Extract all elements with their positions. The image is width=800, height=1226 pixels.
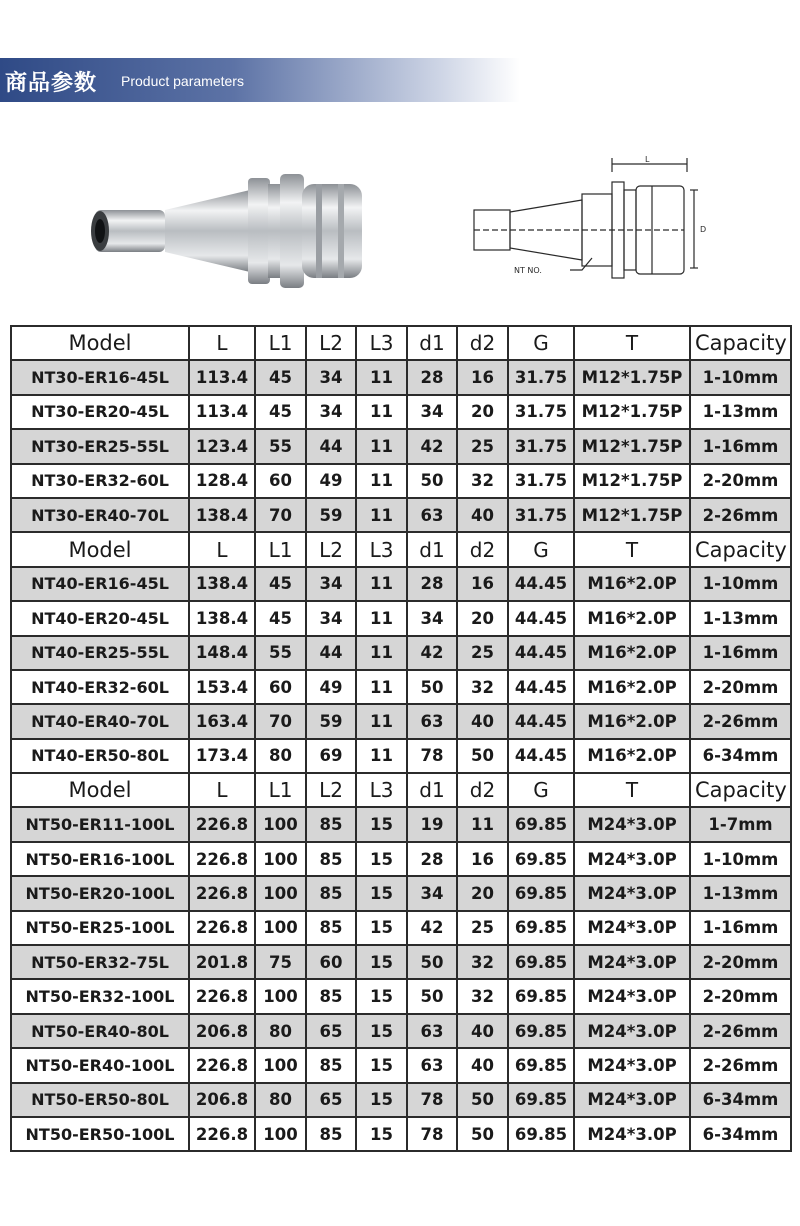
table-row (11, 979, 791, 1013)
column-header: G (508, 773, 574, 807)
model-cell: NT50-ER40-80L (11, 1014, 189, 1048)
product-photo (80, 168, 380, 293)
table-cell: 32 (457, 464, 508, 498)
table-cell: 31.75 (508, 395, 574, 429)
table-header-row (11, 326, 791, 360)
table-cell: 49 (306, 464, 356, 498)
table-cell: 6-34mm (690, 739, 791, 773)
table-cell: M24*3.0P (574, 807, 690, 841)
table-cell: 49 (306, 670, 356, 704)
table-row (11, 945, 791, 979)
table-cell: 60 (255, 464, 306, 498)
table-cell: 15 (356, 911, 407, 945)
table-cell: 60 (255, 670, 306, 704)
table-cell: 42 (407, 429, 457, 463)
table-cell: 40 (457, 1014, 508, 1048)
table-cell: 25 (457, 911, 508, 945)
table-cell: M16*2.0P (574, 636, 690, 670)
table-cell: 1-13mm (690, 395, 791, 429)
table-row (11, 1048, 791, 1082)
table-cell: 80 (255, 739, 306, 773)
table-header-row (11, 532, 791, 566)
model-cell: NT40-ER16-45L (11, 567, 189, 601)
table-cell: 100 (255, 807, 306, 841)
table-cell: 85 (306, 807, 356, 841)
table-cell: 1-13mm (690, 601, 791, 635)
table-cell: 31.75 (508, 429, 574, 463)
table-cell: 20 (457, 601, 508, 635)
table-cell: M12*1.75P (574, 498, 690, 532)
table-cell: 45 (255, 360, 306, 394)
table-cell: M16*2.0P (574, 704, 690, 738)
table-cell: 1-16mm (690, 429, 791, 463)
column-header: d2 (457, 532, 508, 566)
table-cell: 34 (306, 567, 356, 601)
table-cell: 32 (457, 979, 508, 1013)
table-cell: 55 (255, 429, 306, 463)
table-row (11, 636, 791, 670)
column-header: d2 (457, 326, 508, 360)
table-cell: 1-10mm (690, 842, 791, 876)
model-cell: NT50-ER40-100L (11, 1048, 189, 1082)
table-cell: 69.85 (508, 876, 574, 910)
table-cell: 11 (356, 636, 407, 670)
table-cell: M24*3.0P (574, 1014, 690, 1048)
table-cell: 78 (407, 1117, 457, 1151)
table-cell: 42 (407, 636, 457, 670)
table-cell: 40 (457, 498, 508, 532)
column-header: T (574, 326, 690, 360)
model-cell: NT40-ER20-45L (11, 601, 189, 635)
table-cell: 34 (407, 876, 457, 910)
table-cell: 11 (356, 601, 407, 635)
table-cell: 78 (407, 1083, 457, 1117)
table-cell: 100 (255, 1048, 306, 1082)
model-cell: NT30-ER32-60L (11, 464, 189, 498)
table-cell: 226.8 (189, 911, 255, 945)
table-cell: 42 (407, 911, 457, 945)
table-cell: 226.8 (189, 979, 255, 1013)
table-cell: 85 (306, 979, 356, 1013)
table-cell: 65 (306, 1083, 356, 1117)
table-cell: 31.75 (508, 360, 574, 394)
table-cell: 15 (356, 1048, 407, 1082)
table-cell: 113.4 (189, 395, 255, 429)
table-cell: M12*1.75P (574, 429, 690, 463)
table-row (11, 429, 791, 463)
table-cell: 34 (407, 395, 457, 429)
column-header: G (508, 326, 574, 360)
table-cell: 80 (255, 1083, 306, 1117)
table-cell: 2-26mm (690, 704, 791, 738)
table-row (11, 1083, 791, 1117)
column-header: d1 (407, 773, 457, 807)
table-cell: 1-16mm (690, 636, 791, 670)
table-cell: 128.4 (189, 464, 255, 498)
table-cell: 85 (306, 911, 356, 945)
table-cell: 44 (306, 429, 356, 463)
table-cell: 2-26mm (690, 1048, 791, 1082)
table-cell: 63 (407, 1014, 457, 1048)
table-row (11, 1014, 791, 1048)
model-cell: NT50-ER20-100L (11, 876, 189, 910)
table-cell: 138.4 (189, 498, 255, 532)
column-header: T (574, 773, 690, 807)
table-cell: 63 (407, 498, 457, 532)
table-cell: 113.4 (189, 360, 255, 394)
table-cell: M24*3.0P (574, 979, 690, 1013)
model-cell: NT50-ER32-75L (11, 945, 189, 979)
table-cell: 65 (306, 1014, 356, 1048)
table-cell: 206.8 (189, 1014, 255, 1048)
table-cell: 50 (457, 1117, 508, 1151)
table-cell: 40 (457, 704, 508, 738)
table-cell: 78 (407, 739, 457, 773)
table-cell: M24*3.0P (574, 911, 690, 945)
table-cell: 11 (457, 807, 508, 841)
table-cell: 50 (457, 739, 508, 773)
table-cell: 25 (457, 429, 508, 463)
table-cell: 69.85 (508, 1014, 574, 1048)
table-cell: 70 (255, 498, 306, 532)
table-cell: 31.75 (508, 464, 574, 498)
table-cell: 16 (457, 360, 508, 394)
table-cell: 85 (306, 842, 356, 876)
table-row (11, 601, 791, 635)
column-header: d1 (407, 532, 457, 566)
table-cell: 63 (407, 1048, 457, 1082)
table-cell: M12*1.75P (574, 360, 690, 394)
table-cell: 63 (407, 704, 457, 738)
table-cell: M12*1.75P (574, 395, 690, 429)
table-cell: 11 (356, 395, 407, 429)
table-cell: 153.4 (189, 670, 255, 704)
table-cell: 34 (306, 395, 356, 429)
table-cell: 69.85 (508, 1117, 574, 1151)
table-cell: 11 (356, 429, 407, 463)
table-cell: 15 (356, 807, 407, 841)
table-row (11, 911, 791, 945)
dimension-d-label: D (700, 225, 707, 234)
table-cell: 69.85 (508, 979, 574, 1013)
table-cell: 44.45 (508, 567, 574, 601)
table-cell: 45 (255, 601, 306, 635)
table-cell: M16*2.0P (574, 739, 690, 773)
table-row (11, 807, 791, 841)
table-cell: 148.4 (189, 636, 255, 670)
table-cell: M16*2.0P (574, 567, 690, 601)
column-header: L2 (306, 773, 356, 807)
model-cell: NT50-ER32-100L (11, 979, 189, 1013)
table-cell: 11 (356, 670, 407, 704)
section-title: 商品参数 (5, 71, 98, 96)
model-cell: NT50-ER25-100L (11, 911, 189, 945)
model-cell: NT40-ER32-60L (11, 670, 189, 704)
table-cell: M24*3.0P (574, 1117, 690, 1151)
table-row (11, 842, 791, 876)
table-cell: 85 (306, 1048, 356, 1082)
table-row (11, 464, 791, 498)
table-cell: 28 (407, 360, 457, 394)
table-cell: 60 (306, 945, 356, 979)
table-cell: 20 (457, 876, 508, 910)
table-cell: 138.4 (189, 567, 255, 601)
model-cell: NT50-ER16-100L (11, 842, 189, 876)
column-header: Model (11, 532, 189, 566)
table-cell: 69.85 (508, 842, 574, 876)
column-header: Model (11, 773, 189, 807)
table-cell: 100 (255, 842, 306, 876)
section-subtitle: Product parameters (121, 73, 244, 89)
table-cell: 45 (255, 567, 306, 601)
table-cell: 50 (407, 464, 457, 498)
table-cell: 11 (356, 704, 407, 738)
table-cell: 206.8 (189, 1083, 255, 1117)
table-cell: 69.85 (508, 807, 574, 841)
table-cell: 100 (255, 911, 306, 945)
column-header: G (508, 532, 574, 566)
table-cell: 15 (356, 1014, 407, 1048)
column-header: L3 (356, 326, 407, 360)
table-row (11, 1117, 791, 1151)
table-cell: 85 (306, 1117, 356, 1151)
model-cell: NT40-ER50-80L (11, 739, 189, 773)
column-header: L3 (356, 532, 407, 566)
model-cell: NT50-ER11-100L (11, 807, 189, 841)
column-header: L1 (255, 773, 306, 807)
table-cell: 123.4 (189, 429, 255, 463)
technical-drawing (462, 150, 732, 285)
table-row (11, 395, 791, 429)
column-header: Capacity (690, 532, 791, 566)
table-cell: 69 (306, 739, 356, 773)
table-cell: 44.45 (508, 601, 574, 635)
table-cell: 2-20mm (690, 464, 791, 498)
table-cell: 16 (457, 842, 508, 876)
table-cell: 28 (407, 842, 457, 876)
table-cell: 44.45 (508, 636, 574, 670)
table-cell: 50 (457, 1083, 508, 1117)
model-cell: NT30-ER40-70L (11, 498, 189, 532)
table-cell: 59 (306, 498, 356, 532)
table-cell: 50 (407, 670, 457, 704)
table-cell: 25 (457, 636, 508, 670)
column-header: L3 (356, 773, 407, 807)
table-cell: 163.4 (189, 704, 255, 738)
table-cell: 15 (356, 979, 407, 1013)
model-cell: NT30-ER25-55L (11, 429, 189, 463)
table-cell: 11 (356, 498, 407, 532)
table-cell: 59 (306, 704, 356, 738)
table-cell: 45 (255, 395, 306, 429)
column-header: L1 (255, 326, 306, 360)
table-cell: 69.85 (508, 911, 574, 945)
column-header: d2 (457, 773, 508, 807)
table-cell: M24*3.0P (574, 1048, 690, 1082)
table-cell: 32 (457, 670, 508, 704)
model-cell: NT40-ER40-70L (11, 704, 189, 738)
table-cell: 6-34mm (690, 1117, 791, 1151)
table-cell: 6-34mm (690, 1083, 791, 1117)
table-cell: M24*3.0P (574, 945, 690, 979)
table-cell: M12*1.75P (574, 464, 690, 498)
table-cell: 28 (407, 567, 457, 601)
model-cell: NT50-ER50-100L (11, 1117, 189, 1151)
table-cell: 11 (356, 360, 407, 394)
table-cell: 69.85 (508, 945, 574, 979)
table-cell: 55 (255, 636, 306, 670)
table-cell: M16*2.0P (574, 670, 690, 704)
column-header: d1 (407, 326, 457, 360)
table-cell: M16*2.0P (574, 601, 690, 635)
table-cell: 11 (356, 567, 407, 601)
table-cell: 69.85 (508, 1083, 574, 1117)
table-cell: 226.8 (189, 807, 255, 841)
table-header-row (11, 773, 791, 807)
table-cell: 15 (356, 876, 407, 910)
table-cell: 2-20mm (690, 670, 791, 704)
model-cell: NT50-ER50-80L (11, 1083, 189, 1117)
table-cell: 40 (457, 1048, 508, 1082)
table-cell: 1-10mm (690, 567, 791, 601)
table-cell: 100 (255, 1117, 306, 1151)
column-header: Capacity (690, 773, 791, 807)
table-cell: 34 (407, 601, 457, 635)
table-cell: 1-7mm (690, 807, 791, 841)
table-cell: 1-16mm (690, 911, 791, 945)
table-cell: 32 (457, 945, 508, 979)
table-cell: 15 (356, 945, 407, 979)
table-cell: 44 (306, 636, 356, 670)
table-cell: 11 (356, 739, 407, 773)
table-cell: 15 (356, 1117, 407, 1151)
table-cell: 16 (457, 567, 508, 601)
table-cell: M24*3.0P (574, 876, 690, 910)
table-cell: 2-26mm (690, 1014, 791, 1048)
table-cell: 226.8 (189, 876, 255, 910)
model-cell: NT30-ER16-45L (11, 360, 189, 394)
table-cell: M24*3.0P (574, 842, 690, 876)
column-header: L (189, 773, 255, 807)
table-cell: 75 (255, 945, 306, 979)
column-header: Model (11, 326, 189, 360)
table-row (11, 739, 791, 773)
model-cell: NT40-ER25-55L (11, 636, 189, 670)
table-cell: 1-13mm (690, 876, 791, 910)
table-cell: 15 (356, 1083, 407, 1117)
table-cell: 15 (356, 842, 407, 876)
column-header: L2 (306, 532, 356, 566)
column-header: L (189, 326, 255, 360)
table-cell: 50 (407, 945, 457, 979)
table-cell: M24*3.0P (574, 1083, 690, 1117)
column-header: L1 (255, 532, 306, 566)
table-row (11, 670, 791, 704)
table-cell: 100 (255, 979, 306, 1013)
table-cell: 44.45 (508, 704, 574, 738)
table-cell: 44.45 (508, 739, 574, 773)
column-header: T (574, 532, 690, 566)
table-cell: 34 (306, 360, 356, 394)
table-cell: 1-10mm (690, 360, 791, 394)
table-cell: 44.45 (508, 670, 574, 704)
column-header: L (189, 532, 255, 566)
table-row (11, 360, 791, 394)
section-banner (0, 58, 520, 102)
table-cell: 69.85 (508, 1048, 574, 1082)
table-cell: 85 (306, 876, 356, 910)
table-cell: 2-20mm (690, 979, 791, 1013)
table-cell: 138.4 (189, 601, 255, 635)
table-cell: 226.8 (189, 1117, 255, 1151)
table-row (11, 567, 791, 601)
table-cell: 226.8 (189, 1048, 255, 1082)
model-cell: NT30-ER20-45L (11, 395, 189, 429)
table-row (11, 876, 791, 910)
column-header: Capacity (690, 326, 791, 360)
table-cell: 11 (356, 464, 407, 498)
table-cell: 20 (457, 395, 508, 429)
table-row (11, 498, 791, 532)
table-cell: 2-20mm (690, 945, 791, 979)
table-cell: 201.8 (189, 945, 255, 979)
table-row (11, 704, 791, 738)
table-cell: 34 (306, 601, 356, 635)
table-cell: 19 (407, 807, 457, 841)
table-cell: 80 (255, 1014, 306, 1048)
table-cell: 226.8 (189, 842, 255, 876)
nt-number-label: NT NO. (514, 266, 542, 275)
table-cell: 70 (255, 704, 306, 738)
table-cell: 31.75 (508, 498, 574, 532)
spec-table (10, 325, 792, 1152)
table-cell: 50 (407, 979, 457, 1013)
table-cell: 173.4 (189, 739, 255, 773)
dimension-l-label: L (645, 155, 650, 164)
table-cell: 2-26mm (690, 498, 791, 532)
column-header: L2 (306, 326, 356, 360)
table-cell: 100 (255, 876, 306, 910)
